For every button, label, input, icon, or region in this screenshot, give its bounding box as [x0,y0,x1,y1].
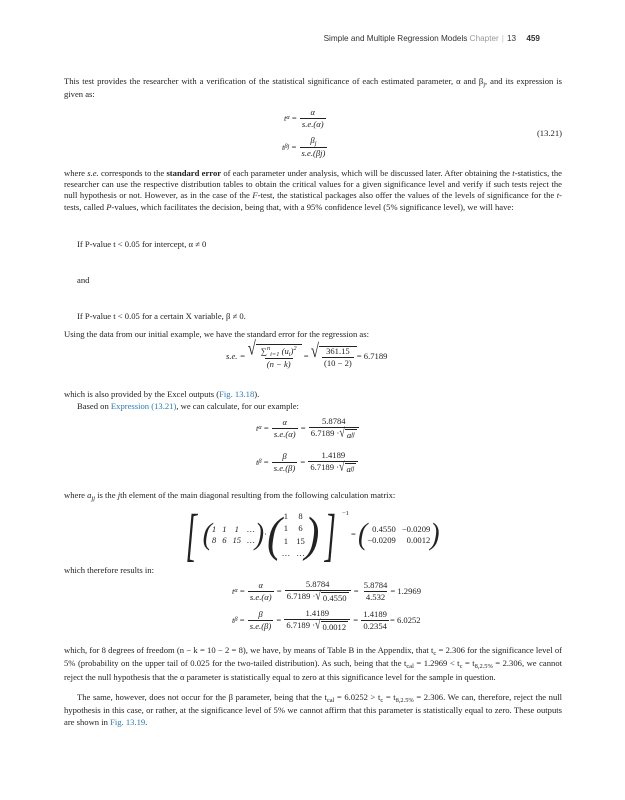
equation-t-beta: t βj = $\frac{\beta_j}{s.e.(\beta j)}$ [282,135,326,159]
standard-error-paragraph: where s.e. corresponds to the standard error of each parameter under analysis, which will be discussed later. After obtaining the t-statistics, the researcher can use the respective distribution tables to obtain the critical values for a given significance level and verify if such tests reject the null hypothesis or not. However, as in the case of the F-test, the statistical packages also offer the values of the levels of significance for the t-tests, called P-values, which facilitates the decision, being that, with a 95% confidence level (5% significance level), we will have: [64,168,563,212]
running-header: Simple and Multiple Regression Models Chapter | 13 459 [323,34,540,43]
degrees-of-freedom-paragraph: which, for 8 degrees of freedom (n − k = 10 − 2 = 8), we have, by means of Table B in the Appendix, that $t_c = 2.306$ for the significance level of 5% (probability on the upper tail of 0.025 for the two-tailed distribution). As such, being that the $t_{cal} = 1.2969 < t_c = t_{8,2.5\%} = 2.306$, we cannot reject the null hypothesis that the α parameter is statistically equal to zero at this significance level for the sample in question. [64,645,563,682]
expression-13-21-link[interactable]: Expression (13.21) [110,401,177,411]
excel-outputs-line: which is also provided by the Excel outputs (Fig. 13.18). [64,389,260,399]
chapter-label: Chapter [469,34,499,43]
results-intro: which therefore results in: [64,565,154,575]
rule-variable: If P-value t < 0.05 for a certain X variable, β ≠ 0. [77,311,246,321]
matrix-x: 1 8 1 6 1 15 … … [281,511,305,558]
book-title: Simple and Multiple Regression Models [323,34,468,43]
equation-number: (13.21) [536,128,562,138]
matrix-xt: 1 1 1 … 8 6 15 … [211,523,255,545]
equation-standard-error: s.e. = √ $\frac{\sum^n_{i=1} (u_i)^2}{(n - k)}$ = √ $\frac{361.15}{(10 - 2)}$ = 6.7189 [226,338,388,370]
equation-t-alpha-result: t α = $\frac{\alpha}{s.e.(\alpha)}$ = 5.8784 6.7189 · √ 0.4550 = $\frac{5.8784}{4.532}$ = 1.2969 [232,579,421,604]
equation-t-beta-ajj: t β = $\frac{\beta}{s.e.(\beta)}$ = 1.4189 6.7189 · √ a jj [256,451,359,474]
equation-t-alpha-ajj: t α = $\frac{\alpha}{s.e.(\alpha)}$ = 5.8784 6.7189 · √ a jj [256,417,360,440]
page-number: 459 [526,34,540,43]
beta-parameter-paragraph: The same, however, does not occur for the β parameter, being that the $t_{cal} = 6.0252 > t_c = t_{8,2.5\%} = 2.306$. We can, therefore, reject the null hypothesis in this case, or rather, at the significance level of 5% we cannot affirm that this parameter is statistically equal to zero. These outputs are shown in Fig. 13.19. [64,692,563,727]
standard-error-intro: Using the data from our initial example, we have the standard error for the regression as: [64,329,369,339]
equation-t-alpha: t α = $\frac{\alpha}{s.e.(\alpha)}$ [284,107,324,129]
fig-13-18-link[interactable]: Fig. 13.18 [219,389,255,399]
fig-13-19-link[interactable]: Fig. 13.19 [110,716,146,727]
intro-paragraph: This test provides the researcher with a verification of the statistical significance of each estimated parameter, α and $\beta_j$, and its expression is given as: [64,76,562,100]
rule-intercept: If P-value t < 0.05 for intercept, α ≠ 0 [77,239,207,249]
ajj-definition: where $a_{jj}$ is the jth element of the main diagonal resulting from the following calculation matrix: [64,490,396,502]
matrix-result: 0.4550 −0.0209 −0.0209 0.0012 [367,523,431,545]
equation-t-beta-result: t β = $\frac{\beta}{s.e.(\beta)}$ = 1.4189 6.7189 · √ 0.0012 = $\frac{1.4189}{0.2354}$ = 6.0252 [232,608,421,633]
calculate-line: Based on Expression (13.21), we can calculate, for our example: [77,401,299,411]
and-word: and [77,275,90,285]
chapter-number: 13 [506,34,517,43]
matrix-calculation: [ ( 1 1 1 … 8 6 15 … ) · ( 1 8 1 6 1 15 … … ) ] −1 = ( 0.4550 −0.0209 −0.0209 0.0012 ) [185,502,440,567]
